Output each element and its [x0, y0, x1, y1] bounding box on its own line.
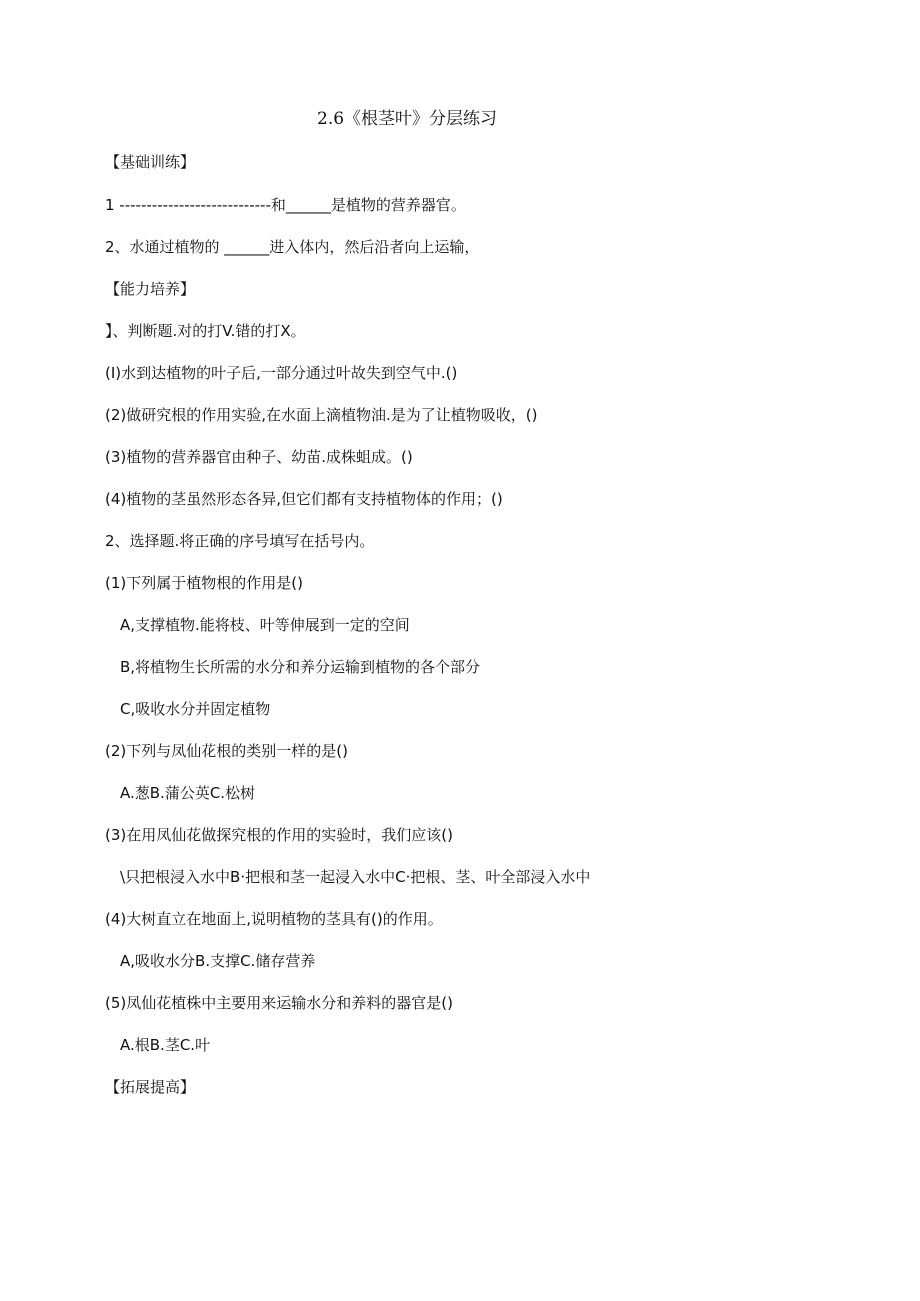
judge-item-2: (2)做研究根的作用实验,在水面上滴植物油.是为了让植物吸收，() — [105, 406, 538, 424]
choice-q1-option-b: B,将植物生长所需的水分和养分运输到植物的各个部分 — [120, 658, 481, 676]
basic-question-2: 2、水通过植物的 ______进入体内，然后沿者向上运输， — [105, 238, 480, 256]
page-title: 2.6《根茎叶》分层练习 — [317, 109, 498, 129]
judge-item-4: (4)植物的茎虽然形态各异,但它们都有支持植物体的作用；() — [105, 490, 503, 508]
judge-heading: 】、判断题.对的打V.错的打X。 — [105, 322, 306, 340]
section-ability: 【能力培养】 — [105, 280, 196, 298]
basic-question-1: 1 ----------------------------和______是植物的营养器官。 — [105, 196, 466, 214]
choice-q2-options: A.葱B.蒲公英C.松树 — [120, 784, 256, 802]
choice-question-5: (5)凤仙花植株中主要用来运输水分和养料的器官是() — [105, 994, 453, 1012]
section-basic: 【基础训练】 — [105, 153, 196, 171]
section-extend: 【拓展提高】 — [105, 1078, 196, 1096]
choice-question-3: (3)在用凤仙花做探究根的作用的实验时，我们应该() — [105, 826, 453, 844]
choice-q1-option-c: C,吸收水分并固定植物 — [120, 700, 271, 718]
choice-q1-option-a: A,支撑植物.能将枝、叶等伸展到一定的空间 — [120, 616, 410, 634]
choice-q3-options: \只把根浸入水中B·把根和茎一起浸入水中C·把根、茎、叶全部浸入水中 — [120, 868, 591, 886]
judge-item-3: (3)植物的营养器官由种子、幼苗.成株蛆成。() — [105, 448, 413, 466]
choice-q5-options: A.根B.茎C.叶 — [120, 1036, 211, 1054]
choice-question-1: (1)下列属于植物根的作用是() — [105, 574, 303, 592]
choice-q4-options: A,吸收水分B.支撑C.储存营养 — [120, 952, 316, 970]
choice-question-2: (2)下列与凤仙花根的类别一样的是() — [105, 742, 348, 760]
judge-item-1: (I)水到达植物的叶子后,一部分通过叶故失到空气中.() — [105, 364, 458, 382]
choice-question-4: (4)大树直立在地面上,说明植物的茎具有()的作用。 — [105, 910, 443, 928]
choice-heading: 2、选择题.将正确的序号填写在括号内。 — [105, 532, 375, 550]
